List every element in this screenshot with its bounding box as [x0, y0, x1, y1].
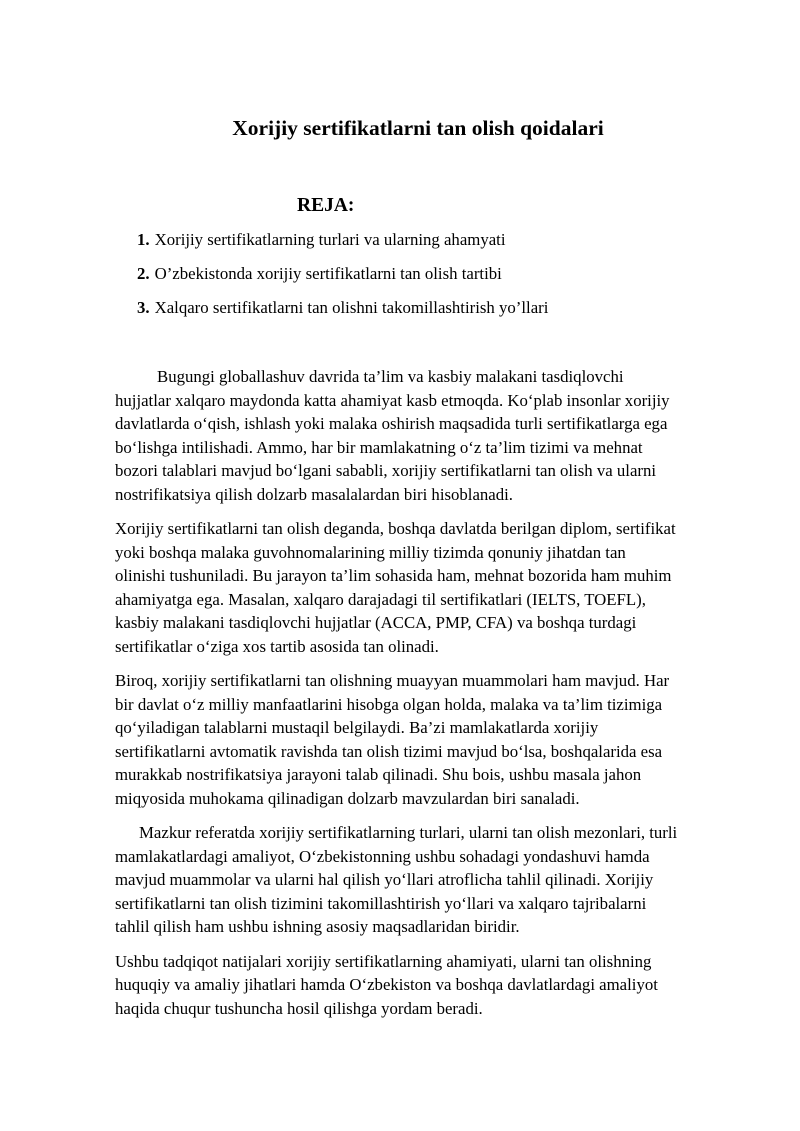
- plan-list: [137, 228, 548, 330]
- paragraph-line: Xorijiy sertifikatlarni tan olish deganda, boshqa davlatda berilgan diplom, sertifikat: [115, 519, 676, 538]
- plan-item: [137, 296, 548, 330]
- plan-item-text: Xorijiy sertifikatlarning turlari va ularning ahamyati: [154, 230, 506, 249]
- plan-item-number: 1.: [137, 230, 150, 249]
- plan-item-text: O’zbekistonda xorijiy sertifikatlarni tan olish tartibi: [154, 264, 502, 283]
- plan-item-number: 2.: [137, 264, 150, 283]
- paragraph-line: bir davlat o‘z milliy manfaatlarini hisobga olgan holda, malaka va ta’lim tizimiga: [115, 694, 663, 714]
- plan-item-text: Xalqaro sertifikatlarni tan olishni takomillashtirish yo’llari: [154, 298, 549, 317]
- paragraph-line: miqyosida muhokama qilinadigan dolzarb mavzulardan biri sanaladi.: [115, 788, 580, 808]
- paragraph-line: murakkab nostrifikatsiya jarayoni talab qilinadi. Shu bois, ushbu masala jahon: [115, 765, 642, 784]
- body-paragraph: [115, 669, 745, 810]
- paragraph-line: bozori talablari mavjud bo‘lgani sababli, xorijiy sertifikatlarni tan olish va ularni: [115, 461, 657, 480]
- paragraph-line: ahamiyatga ega. Masalan, xalqaro darajadagi til sertifikatlari (IELTS, TOEFL),: [115, 589, 646, 609]
- paragraph-line: sertifikatlar o‘ziga xos tartib asosida tan olinadi.: [115, 636, 439, 656]
- document-title: Xorijiy sertifikatlarni tan olish qoidalari: [232, 116, 604, 140]
- body-paragraph: [115, 950, 745, 1021]
- paragraph-line: tahlil qilish ham ushbu ishning asosiy maqsadlaridan biridir.: [115, 917, 520, 936]
- paragraph-line: bo‘lishga intilishadi. Ammo, har bir mamlakatning o‘z ta’lim tizimi va mehnat: [115, 437, 643, 457]
- paragraph-line: Biroq, xorijiy sertifikatlarni tan olishning muayyan muammolari ham mavjud. Har: [115, 671, 670, 690]
- paragraph-line: mamlakatlardagi amaliyot, O‘zbekistonning ushbu sohadagi yondashuvi hamda: [115, 846, 650, 866]
- paragraph-line: Bugungi globallashuv davrida ta’lim va kasbiy malakani tasdiqlovchi: [157, 367, 624, 386]
- paragraph-line: kasbiy malakani tasdiqlovchi hujjatlar (ACCA, PMP, CFA) va boshqa turdagi: [115, 613, 637, 632]
- paragraph-line: sertifikatlarni tan olish tizimini takomillashtirish yo‘llari va xalqaro tajribalarni: [115, 893, 647, 913]
- paragraph-line: Mazkur referatda xorijiy sertifikatlarning turlari, ularni tan olish mezonlari, turli: [139, 823, 678, 842]
- paragraph-line: huquqiy va amaliy jihatlari hamda O‘zbekiston va boshqa davlatlardagi amaliyot: [115, 975, 658, 994]
- paragraph-line: hujjatlar xalqaro maydonda katta ahamiyat kasb etmoqda. Ko‘plab insonlar xorijiy: [115, 390, 670, 410]
- paragraph-line: Ushbu tadqiqot natijalari xorijiy sertifikatlarning ahamiyati, ularni tan olishning: [115, 951, 652, 971]
- paragraph-line: nostrifikatsiya qilish dolzarb masalalardan biri hisoblanadi.: [115, 484, 513, 504]
- paragraph-line: sertifikatlarni avtomatik ravishda tan olish tizimi mavjud bo‘lsa, boshqalarida esa: [115, 741, 663, 761]
- paragraph-line: olinishi tushuniladi. Bu jarayon ta’lim sohasida ham, mehnat bozorida ham muhim: [115, 566, 672, 585]
- document-body: [115, 365, 745, 1031]
- body-paragraph: [115, 821, 745, 939]
- paragraph-line: haqida chuqur tushuncha hosil qilishga yordam beradi.: [115, 998, 483, 1018]
- paragraph-line: yoki boshqa malaka guvohnomalarining milliy tizimda qonuniy jihatdan tan: [115, 542, 626, 562]
- paragraph-line: qo‘yiladigan talablarni mustaqil belgilaydi. Ba’zi mamlakatlarda xorijiy: [115, 718, 599, 737]
- paragraph-line: mavjud muammolar va ularni hal qilish yo‘llari atroflicha tahlil qilinadi. Xorijiy: [115, 870, 654, 889]
- body-paragraph: [115, 517, 745, 658]
- plan-item: [137, 262, 548, 296]
- paragraph-line: davlatlarda o‘qish, ishlash yoki malaka oshirish maqsadida turli sertifikatlarga ega: [115, 414, 668, 433]
- plan-heading: REJA:: [297, 195, 355, 216]
- plan-item: [137, 228, 548, 262]
- plan-item-number: 3.: [137, 298, 150, 317]
- body-paragraph: [115, 365, 745, 506]
